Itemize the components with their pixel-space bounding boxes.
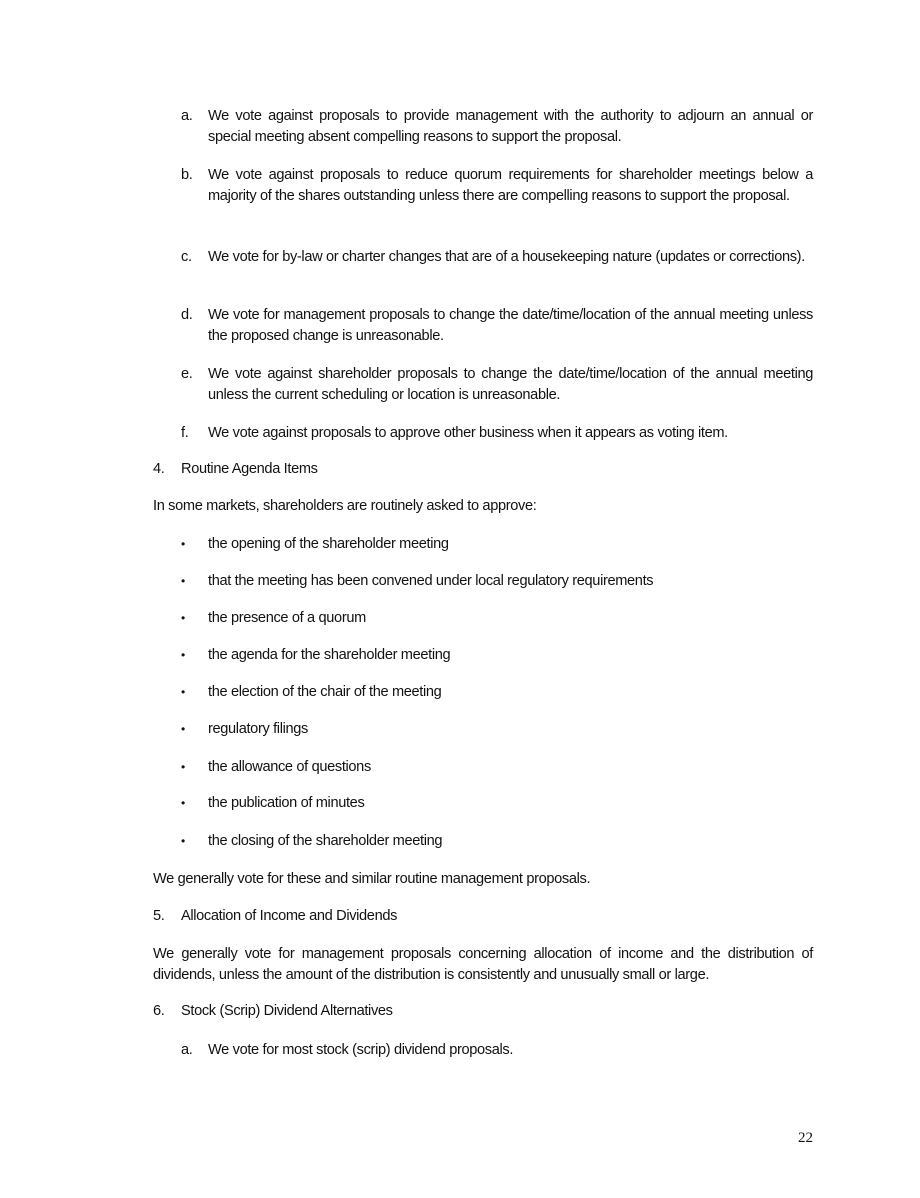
list-item-text: We vote against proposals to approve other business when it appears as voting item. — [208, 425, 728, 441]
bullet-item — [181, 682, 813, 703]
list-item — [181, 1040, 813, 1061]
list-marker: f. — [181, 425, 189, 441]
list-item-text: We vote against proposals to provide management with the authority to adjourn an annual or special meeting absent compelling reasons to support the proposal. — [208, 108, 813, 145]
section-heading-4 — [153, 459, 813, 480]
bullet-item — [181, 831, 813, 852]
list-item — [181, 165, 813, 207]
bullet-icon: • — [181, 611, 185, 625]
list-item-text: We vote against shareholder proposals to change the date/time/location of the annual meeting unless the current scheduling or location is unreasonable. — [208, 366, 813, 403]
list-item-text: We vote for by-law or charter changes that are of a housekeeping nature (updates or corrections). — [208, 249, 805, 265]
list-marker: c. — [181, 249, 192, 265]
bullet-icon: • — [181, 796, 185, 810]
page-number: 22 — [798, 1130, 813, 1146]
bullet-item — [181, 534, 813, 555]
bullet-item — [181, 608, 813, 629]
bullet-icon: • — [181, 760, 185, 774]
list-item — [181, 247, 813, 268]
bullet-text: the publication of minutes — [208, 795, 365, 811]
section-title: Stock (Scrip) Dividend Alternatives — [181, 1003, 393, 1019]
list-item-text: We vote against proposals to reduce quorum requirements for shareholder meetings below a majority of the shares outstanding unless there are compelling reasons to support the proposal. — [208, 167, 813, 204]
section-title: Allocation of Income and Dividends — [181, 908, 398, 924]
bullet-icon: • — [181, 834, 185, 848]
section-4-conclusion: We generally vote for these and similar routine management proposals. — [153, 871, 591, 887]
bullet-text: the opening of the shareholder meeting — [208, 536, 449, 552]
section-4-intro: In some markets, shareholders are routinely asked to approve: — [153, 498, 537, 514]
list-marker: a. — [181, 1042, 193, 1058]
section-number: 5. — [153, 908, 165, 924]
bullet-text: the closing of the shareholder meeting — [208, 833, 443, 849]
bullet-text: that the meeting has been convened under local regulatory requirements — [208, 573, 654, 589]
list-item — [181, 364, 813, 406]
bullet-item — [181, 757, 813, 778]
list-marker: d. — [181, 307, 193, 323]
section-5-text: We generally vote for management proposals concerning allocation of income and the distribution of dividends, unless the amount of the distribution is consistently and unusually small or large. — [153, 946, 813, 983]
bullet-item — [181, 793, 813, 814]
bullet-icon: • — [181, 648, 185, 662]
bullet-icon: • — [181, 722, 185, 736]
bullet-icon: • — [181, 685, 185, 699]
bullet-icon: • — [181, 574, 185, 588]
section-number: 4. — [153, 461, 165, 477]
bullet-text: the presence of a quorum — [208, 610, 366, 626]
section-number: 6. — [153, 1003, 165, 1019]
list-item — [181, 305, 813, 347]
section-title: Routine Agenda Items — [181, 461, 318, 477]
bullet-text: the agenda for the shareholder meeting — [208, 647, 451, 663]
list-item-text: We vote for management proposals to change the date/time/location of the annual meeting unless the proposed change is unreasonable. — [208, 307, 813, 344]
bullet-item — [181, 571, 813, 592]
list-marker: a. — [181, 108, 193, 124]
bullet-item — [181, 645, 813, 666]
bullet-icon: • — [181, 537, 185, 551]
bullet-text: regulatory filings — [208, 721, 308, 737]
bullet-item — [181, 719, 813, 740]
bullet-text: the allowance of questions — [208, 759, 371, 775]
section-heading-5 — [153, 906, 813, 927]
list-marker: b. — [181, 167, 193, 183]
list-item — [181, 106, 813, 148]
section-heading-6 — [153, 1001, 813, 1022]
list-marker: e. — [181, 366, 193, 382]
list-item — [181, 423, 813, 444]
list-item-text: We vote for most stock (scrip) dividend proposals. — [208, 1042, 514, 1058]
bullet-text: the election of the chair of the meeting — [208, 684, 442, 700]
